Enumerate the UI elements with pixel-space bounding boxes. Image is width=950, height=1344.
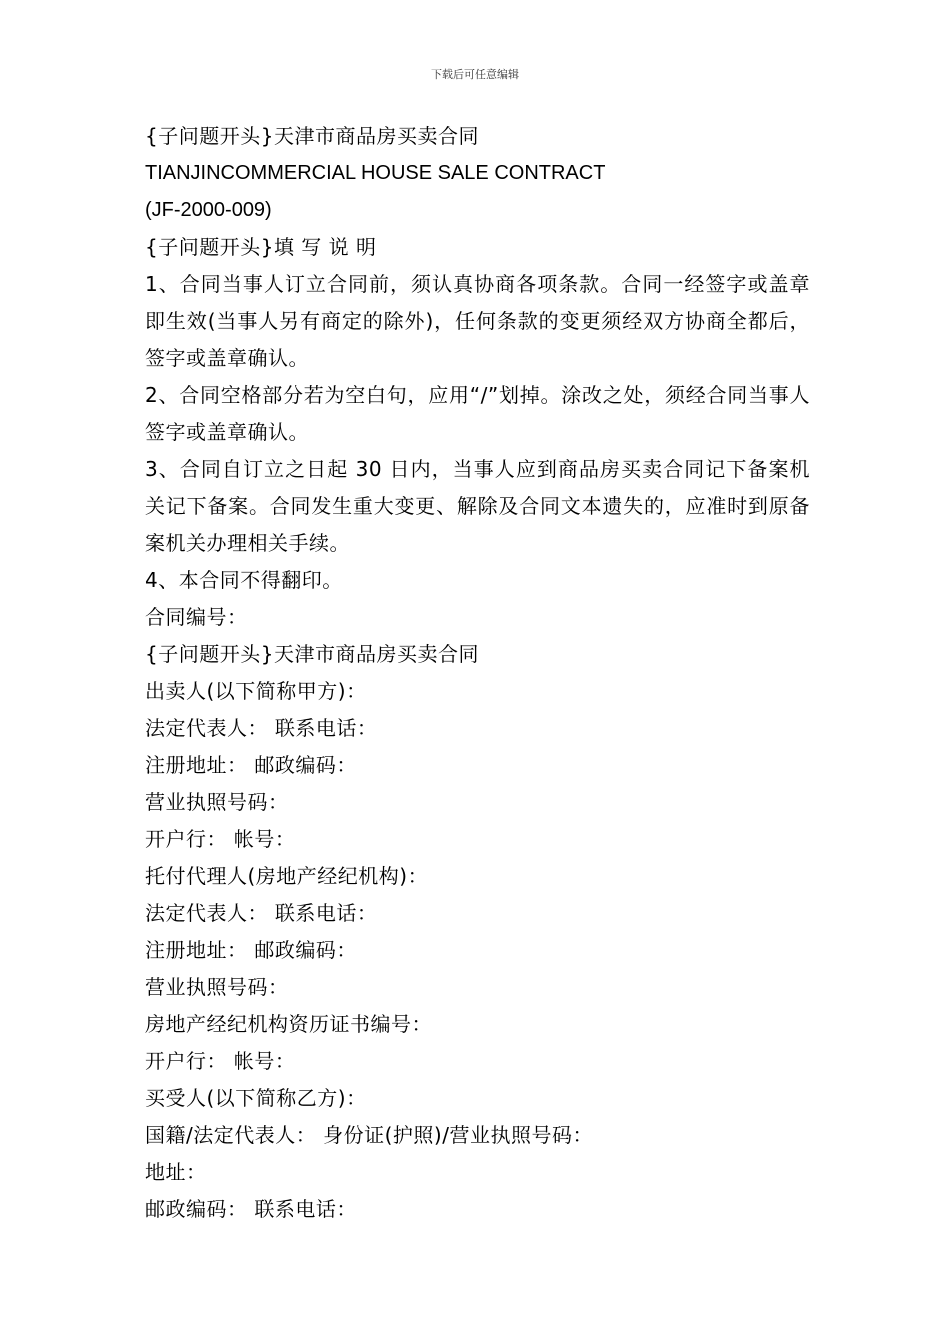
- field-agent-bank: 开户行： 帐号：: [145, 1049, 296, 1073]
- field-agent-certificate: 房地产经纪机构资历证书编号：: [145, 1012, 432, 1036]
- contract-number-label: 合同编号：: [145, 605, 248, 629]
- document-title: {子问题开头}天津市商品房买卖合同: [145, 124, 479, 148]
- field-agent-address: 注册地址： 邮政编码：: [145, 938, 357, 962]
- field-seller-address: 注册地址： 邮政编码：: [145, 753, 357, 777]
- field-seller-license: 营业执照号码：: [145, 790, 289, 814]
- field-agent-license: 营业执照号码：: [145, 975, 289, 999]
- field-agent-legal-rep: 法定代表人： 联系电话：: [145, 901, 378, 925]
- page-header: 下载后可任意编辑: [431, 68, 519, 81]
- field-seller-legal-rep: 法定代表人： 联系电话：: [145, 716, 378, 740]
- field-seller: 出卖人(以下简称甲方)：: [145, 679, 367, 703]
- instruction-item-2: 2、合同空格部分若为空白句，应用“/”划掉。涂改之处，须经合同当事人签字或盖章确认。: [145, 383, 810, 444]
- field-agent: 托付代理人(房地产经纪机构)：: [145, 864, 429, 888]
- document-code: (JF-2000-009): [145, 199, 272, 221]
- document-title-english: TIANJINCOMMERCIAL HOUSE SALE CONTRACT: [145, 162, 606, 184]
- field-buyer-nationality-id: 国籍/法定代表人： 身份证(护照)/营业执照号码：: [145, 1123, 593, 1147]
- field-seller-bank: 开户行： 帐号：: [145, 827, 296, 851]
- instruction-item-4: 4、本合同不得翻印。: [145, 568, 343, 592]
- instruction-item-1: 1、合同当事人订立合同前，须认真协商各项条款。合同一经签字或盖章即生效(当事人另有商定的除外)，任何条款的变更须经双方协商全都后，签字或盖章确认。: [145, 272, 810, 370]
- contract-title-repeat: {子问题开头}天津市商品房买卖合同: [145, 642, 479, 666]
- field-buyer-postal-phone: 邮政编码： 联系电话：: [145, 1197, 357, 1221]
- field-buyer: 买受人(以下简称乙方)：: [145, 1086, 367, 1110]
- instructions-heading: {子问题开头}填 写 说 明: [145, 235, 377, 259]
- instruction-item-3: 3、合同自订立之日起 30 日内，当事人应到商品房买卖合同记下备案机关记下备案。合同发生重大变更、解除及合同文本遗失的，应准时到原备案机关办理相关手续。: [145, 457, 810, 555]
- field-buyer-address: 地址：: [145, 1160, 207, 1184]
- document-body: [145, 118, 810, 1228]
